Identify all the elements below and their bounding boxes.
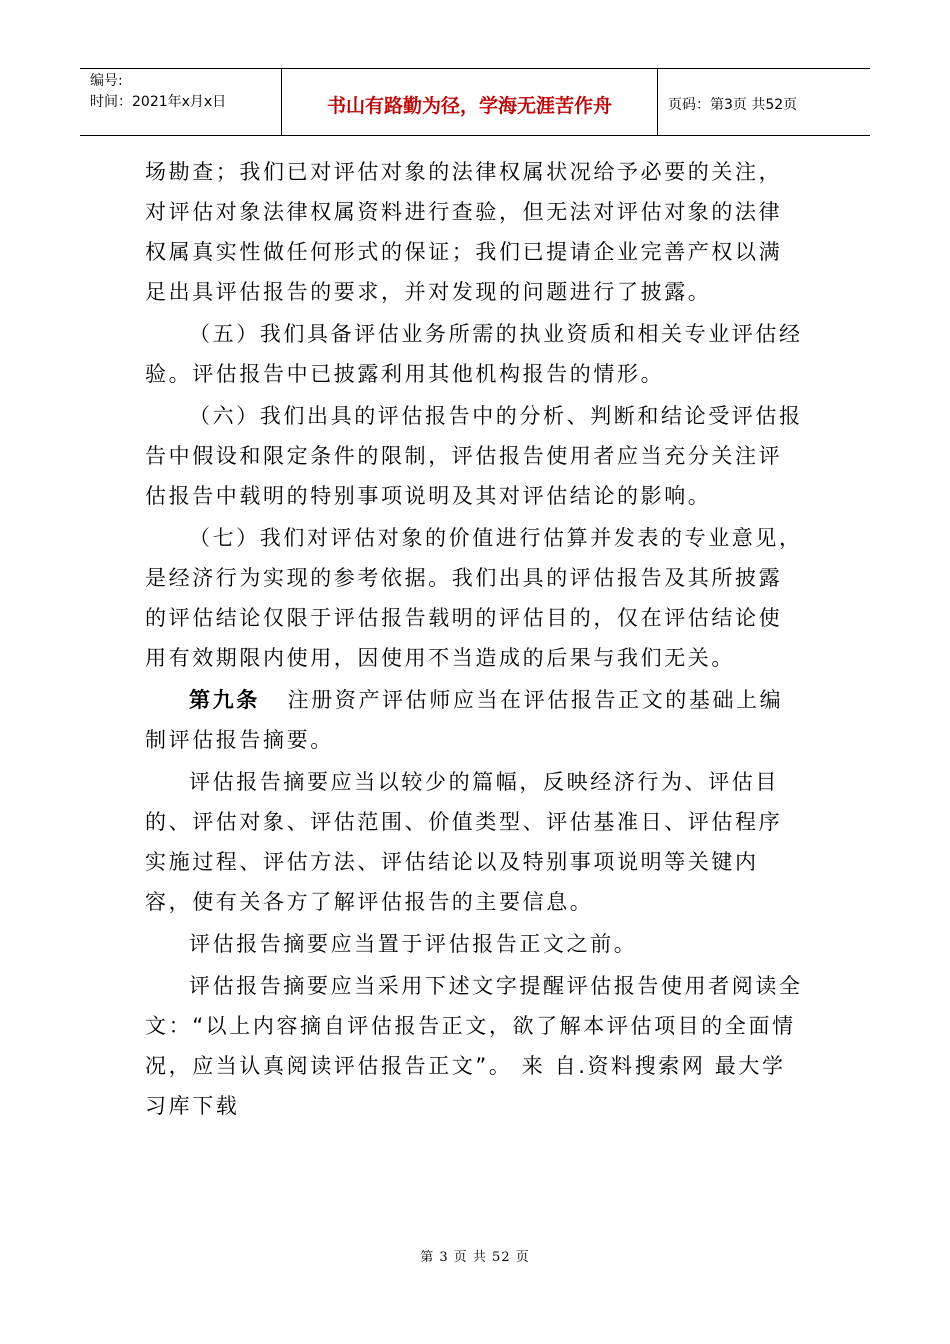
article-text: 注册资产评估师应当在评估报告正文的基础上编制评估报告摘要。 bbox=[145, 688, 784, 752]
article-paragraph bbox=[145, 680, 805, 760]
paragraph: （六）我们出具的评估报告中的分析、判断和结论受评估报告中假设和限定条件的限制，评估报告使用者应当充分关注评估报告中载明的特别事项说明及其对评估结论的影响。 bbox=[145, 404, 803, 508]
header-page-info: 页码：第3页 共52页 bbox=[668, 97, 798, 113]
paragraph: （五）我们具备评估业务所需的执业资质和相关专业评估经验。评估报告中已披露利用其他机构报告的情形。 bbox=[145, 322, 803, 386]
article-heading: 第九条 bbox=[189, 688, 260, 712]
page-header bbox=[80, 68, 870, 136]
document-number-label: 编号: bbox=[90, 73, 123, 89]
header-meta bbox=[80, 69, 282, 135]
page-footer: 第 3 页 共 52 页 bbox=[420, 1250, 530, 1265]
paragraph: 评估报告摘要应当采用下述文字提醒评估报告使用者阅读全文：“以上内容摘自评估报告正文，欲了解本评估项目的全面情况，应当认真阅读评估报告正文”。 来 自.资料搜索网 最大学习库下载 bbox=[145, 974, 803, 1118]
paragraph: （七）我们对评估对象的价值进行估算并发表的专业意见，是经济行为实现的参考依据。我们出具的评估报告及其所披露的评估结论仅限于评估报告载明的评估目的，仅在评估结论使用有效期限内使用，因使用不当造成的后果与我们无关。 bbox=[145, 526, 803, 670]
document-body bbox=[145, 152, 805, 1126]
paragraph: 场勘查；我们已对评估对象的法律权属状况给予必要的关注，对评估对象法律权属资料进行查验，但无法对评估对象的法律权属真实性做任何形式的保证；我们已提请企业完善产权以满足出具评估报告的要求，并对发现的问题进行了披露。 bbox=[145, 160, 783, 304]
paragraph: 评估报告摘要应当置于评估报告正文之前。 bbox=[189, 932, 638, 956]
document-time-label: 时间：2021年x月x日 bbox=[90, 94, 227, 110]
paragraph: 评估报告摘要应当以较少的篇幅，反映经济行为、评估目的、评估对象、评估范围、价值类型、评估基准日、评估程序实施过程、评估方法、评估结论以及特别事项说明等关键内容，使有关各方了解评估报告的主要信息。 bbox=[145, 770, 783, 914]
header-motto: 书山有路勤为径，学海无涯苦作舟 bbox=[282, 69, 658, 135]
